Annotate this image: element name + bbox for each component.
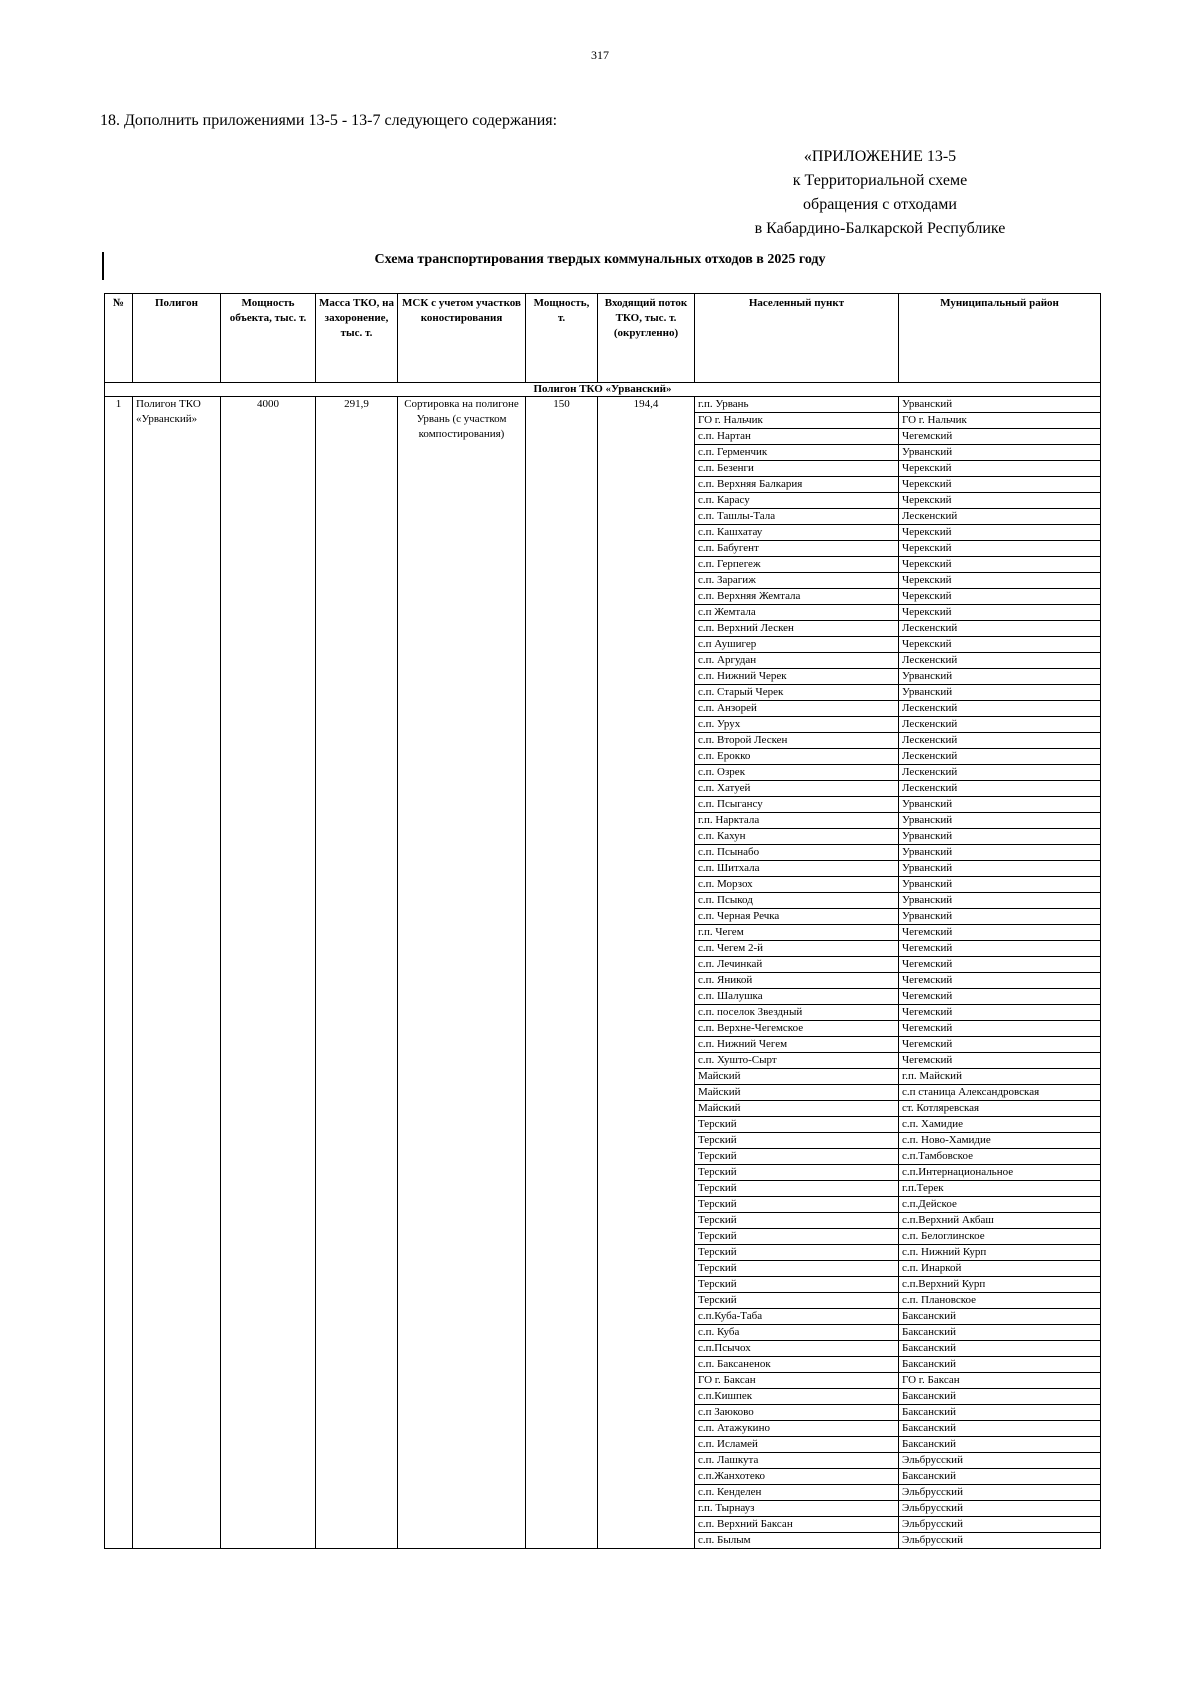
- district-cell: Чегемский: [899, 1037, 1101, 1053]
- settlement-cell: Терский: [695, 1197, 899, 1213]
- district-cell: Урванский: [899, 829, 1101, 845]
- district-cell: Баксанский: [899, 1421, 1101, 1437]
- district-cell: Баксанский: [899, 1389, 1101, 1405]
- settlement-cell: Майский: [695, 1085, 899, 1101]
- settlement-cell: с.п. Аргудан: [695, 653, 899, 669]
- district-cell: с.п. Плановское: [899, 1293, 1101, 1309]
- settlement-cell: с.п. Кенделен: [695, 1485, 899, 1501]
- header-mass: Масса ТКО, на захоронение, тыс. т.: [316, 294, 398, 383]
- table-row: [105, 397, 1101, 413]
- table-header-row: [105, 294, 1101, 383]
- settlement-cell: с.п. Морзох: [695, 877, 899, 893]
- settlement-cell: с.п. Былым: [695, 1533, 899, 1549]
- settlement-cell: Терский: [695, 1293, 899, 1309]
- intro-text: 18. Дополнить приложениями 13-5 - 13-7 следующего содержания:: [100, 112, 558, 129]
- district-cell: Урванский: [899, 797, 1101, 813]
- settlement-cell: с.п. Хушто-Сырт: [695, 1053, 899, 1069]
- district-cell: Эльбрусский: [899, 1533, 1101, 1549]
- district-cell: с.п. Белоглинское: [899, 1229, 1101, 1245]
- settlement-cell: с.п Заюково: [695, 1405, 899, 1421]
- district-cell: Лескенский: [899, 653, 1101, 669]
- district-cell: Черекский: [899, 461, 1101, 477]
- settlement-cell: с.п. Яникой: [695, 973, 899, 989]
- settlement-cell: с.п. Псынабо: [695, 845, 899, 861]
- settlement-cell: Терский: [695, 1261, 899, 1277]
- district-cell: Черекский: [899, 493, 1101, 509]
- settlement-cell: г.п. Нарктала: [695, 813, 899, 829]
- district-cell: Чегемский: [899, 1021, 1101, 1037]
- appendix-line-2: к Территориальной схеме: [792, 172, 968, 189]
- district-cell: Эльбрусский: [899, 1517, 1101, 1533]
- appendix-heading: [680, 145, 1080, 241]
- settlement-cell: с.п. Нартан: [695, 429, 899, 445]
- settlement-cell: с.п. Безенги: [695, 461, 899, 477]
- district-cell: с.п. Хамидие: [899, 1117, 1101, 1133]
- page-number: 317: [591, 48, 609, 62]
- transport-scheme-table: [104, 293, 1101, 1549]
- settlement-cell: с.п. Карасу: [695, 493, 899, 509]
- district-cell: с.п. Ново-Хамидие: [899, 1133, 1101, 1149]
- district-cell: г.п.Терек: [899, 1181, 1101, 1197]
- settlement-cell: с.п. Исламей: [695, 1437, 899, 1453]
- district-cell: с.п.Тамбовское: [899, 1149, 1101, 1165]
- settlement-cell: с.п. Ташлы-Тала: [695, 509, 899, 525]
- district-cell: Лескенский: [899, 717, 1101, 733]
- settlement-cell: Терский: [695, 1133, 899, 1149]
- settlement-cell: г.п. Тырнауз: [695, 1501, 899, 1517]
- settlement-cell: Терский: [695, 1213, 899, 1229]
- district-cell: Лескенский: [899, 509, 1101, 525]
- group-label: Полигон ТКО «Урванский»: [105, 383, 1101, 397]
- settlement-cell: с.п. Бабугент: [695, 541, 899, 557]
- district-cell: Урванский: [899, 861, 1101, 877]
- settlement-cell: с.п. Урух: [695, 717, 899, 733]
- district-cell: Чегемский: [899, 941, 1101, 957]
- district-cell: Урванский: [899, 893, 1101, 909]
- district-cell: с.п.Дейское: [899, 1197, 1101, 1213]
- district-cell: Урванский: [899, 685, 1101, 701]
- settlement-cell: Терский: [695, 1181, 899, 1197]
- district-cell: ст. Котляревская: [899, 1101, 1101, 1117]
- district-cell: Эльбрусский: [899, 1485, 1101, 1501]
- settlement-cell: с.п. Шитхала: [695, 861, 899, 877]
- settlement-cell: с.п. Зарагиж: [695, 573, 899, 589]
- settlement-cell: с.п. Верхняя Жемтала: [695, 589, 899, 605]
- settlement-cell: Майский: [695, 1069, 899, 1085]
- header-power: Мощность, т.: [526, 294, 598, 383]
- district-cell: Баксанский: [899, 1405, 1101, 1421]
- district-cell: Чегемский: [899, 989, 1101, 1005]
- settlement-cell: Терский: [695, 1277, 899, 1293]
- row-mass: 291,9: [316, 397, 398, 1549]
- settlement-cell: с.п. Герменчик: [695, 445, 899, 461]
- settlement-cell: с.п. Хатуей: [695, 781, 899, 797]
- district-cell: Урванский: [899, 845, 1101, 861]
- district-cell: Баксанский: [899, 1437, 1101, 1453]
- district-cell: Черекский: [899, 557, 1101, 573]
- appendix-line-1: «ПРИЛОЖЕНИЕ 13-5: [803, 148, 957, 165]
- header-polygon: Полигон: [133, 294, 221, 383]
- settlement-cell: с.п. Кашхатау: [695, 525, 899, 541]
- district-cell: с.п.Верхний Акбаш: [899, 1213, 1101, 1229]
- district-cell: Чегемский: [899, 429, 1101, 445]
- district-cell: г.п. Майский: [899, 1069, 1101, 1085]
- settlement-cell: с.п.Кишпек: [695, 1389, 899, 1405]
- district-cell: Лескенский: [899, 701, 1101, 717]
- settlement-cell: с.п. Псыгансу: [695, 797, 899, 813]
- district-cell: Баксанский: [899, 1469, 1101, 1485]
- scheme-title: Схема транспортирования твердых коммунальных отходов в 2025 году: [374, 252, 826, 267]
- district-cell: Баксанский: [899, 1325, 1101, 1341]
- settlement-cell: с.п. Второй Лескен: [695, 733, 899, 749]
- settlement-cell: с.п. Черная Речка: [695, 909, 899, 925]
- settlement-cell: с.п. поселок Звездный: [695, 1005, 899, 1021]
- header-inflow: Входящий поток ТКО, тыс. т. (округленно): [598, 294, 695, 383]
- settlement-cell: с.п. Атажукино: [695, 1421, 899, 1437]
- settlement-cell: с.п.Жанхотеко: [695, 1469, 899, 1485]
- district-cell: Чегемский: [899, 1053, 1101, 1069]
- district-cell: ГО г. Баксан: [899, 1373, 1101, 1389]
- district-cell: с.п. Нижний Курп: [899, 1245, 1101, 1261]
- district-cell: с.п станица Александровская: [899, 1085, 1101, 1101]
- district-cell: с.п.Интернациональное: [899, 1165, 1101, 1181]
- district-cell: Черекский: [899, 477, 1101, 493]
- district-cell: Лескенский: [899, 781, 1101, 797]
- settlement-cell: г.п. Урвань: [695, 397, 899, 413]
- district-cell: Чегемский: [899, 957, 1101, 973]
- settlement-cell: Терский: [695, 1165, 899, 1181]
- district-cell: Чегемский: [899, 925, 1101, 941]
- settlement-cell: с.п. Верхний Лескен: [695, 621, 899, 637]
- settlement-cell: с.п Жемтала: [695, 605, 899, 621]
- district-cell: Урванский: [899, 445, 1101, 461]
- district-cell: Лескенский: [899, 621, 1101, 637]
- district-cell: Чегемский: [899, 1005, 1101, 1021]
- district-cell: Урванский: [899, 813, 1101, 829]
- district-cell: ГО г. Нальчик: [899, 413, 1101, 429]
- settlement-cell: г.п. Чегем: [695, 925, 899, 941]
- header-num: №: [105, 294, 133, 383]
- settlement-cell: с.п. Кахун: [695, 829, 899, 845]
- district-cell: Чегемский: [899, 973, 1101, 989]
- header-capacity: Мощность объекта, тыс. т.: [221, 294, 316, 383]
- settlement-cell: с.п.Псычох: [695, 1341, 899, 1357]
- district-cell: Эльбрусский: [899, 1501, 1101, 1517]
- settlement-cell: Терский: [695, 1245, 899, 1261]
- settlement-cell: ГО г. Баксан: [695, 1373, 899, 1389]
- district-cell: Черекский: [899, 589, 1101, 605]
- row-polygon: Полигон ТКО «Урванский»: [133, 397, 221, 1549]
- district-cell: Лескенский: [899, 765, 1101, 781]
- settlement-cell: с.п. Старый Черек: [695, 685, 899, 701]
- district-cell: Черекский: [899, 525, 1101, 541]
- settlement-cell: с.п. Баксаненок: [695, 1357, 899, 1373]
- row-msk: Сортировка на полигоне Урвань (с участком компостирования): [398, 397, 526, 1549]
- settlement-cell: с.п. Верхне-Чегемское: [695, 1021, 899, 1037]
- row-capacity: 4000: [221, 397, 316, 1549]
- settlement-cell: с.п. Анзорей: [695, 701, 899, 717]
- district-cell: Черекский: [899, 605, 1101, 621]
- district-cell: Черекский: [899, 541, 1101, 557]
- settlement-cell: Терский: [695, 1149, 899, 1165]
- appendix-line-4: в Кабардино-Балкарской Республике: [754, 220, 1006, 237]
- settlement-cell: с.п. Нижний Чегем: [695, 1037, 899, 1053]
- header-msk: МСК с учетом участков коностирования: [398, 294, 526, 383]
- district-cell: Лескенский: [899, 749, 1101, 765]
- district-cell: Баксанский: [899, 1309, 1101, 1325]
- settlement-cell: ГО г. Нальчик: [695, 413, 899, 429]
- settlement-cell: с.п.Куба-Таба: [695, 1309, 899, 1325]
- header-settlement: Населенный пункт: [695, 294, 899, 383]
- group-row: [105, 383, 1101, 397]
- district-cell: Баксанский: [899, 1341, 1101, 1357]
- row-inflow: 194,4: [598, 397, 695, 1549]
- settlement-cell: с.п. Озрек: [695, 765, 899, 781]
- district-cell: Черекский: [899, 573, 1101, 589]
- settlement-cell: с.п. Нижний Черек: [695, 669, 899, 685]
- settlement-cell: с.п. Шалушка: [695, 989, 899, 1005]
- settlement-cell: с.п. Псыкод: [695, 893, 899, 909]
- district-cell: Лескенский: [899, 733, 1101, 749]
- row-number: 1: [105, 397, 133, 1549]
- settlement-cell: с.п. Лечинкай: [695, 957, 899, 973]
- district-cell: Урванский: [899, 909, 1101, 925]
- settlement-cell: с.п. Верхний Баксан: [695, 1517, 899, 1533]
- district-cell: Урванский: [899, 397, 1101, 413]
- district-cell: с.п.Верхний Курп: [899, 1277, 1101, 1293]
- settlement-cell: с.п Аушигер: [695, 637, 899, 653]
- appendix-line-3: обращения с отходами: [803, 196, 957, 213]
- settlement-cell: с.п. Лашкута: [695, 1453, 899, 1469]
- settlement-cell: с.п. Куба: [695, 1325, 899, 1341]
- settlement-cell: Терский: [695, 1117, 899, 1133]
- settlement-cell: с.п. Верхняя Балкария: [695, 477, 899, 493]
- row-power: 150: [526, 397, 598, 1549]
- settlement-cell: Терский: [695, 1229, 899, 1245]
- district-cell: с.п. Инаркой: [899, 1261, 1101, 1277]
- header-district: Муниципальный район: [899, 294, 1101, 383]
- district-cell: Урванский: [899, 877, 1101, 893]
- settlement-cell: Майский: [695, 1101, 899, 1117]
- settlement-cell: с.п. Герпегеж: [695, 557, 899, 573]
- district-cell: Черекский: [899, 637, 1101, 653]
- district-cell: Баксанский: [899, 1357, 1101, 1373]
- district-cell: Урванский: [899, 669, 1101, 685]
- settlement-cell: с.п. Чегем 2-й: [695, 941, 899, 957]
- settlement-cell: с.п. Ерокко: [695, 749, 899, 765]
- district-cell: Эльбрусский: [899, 1453, 1101, 1469]
